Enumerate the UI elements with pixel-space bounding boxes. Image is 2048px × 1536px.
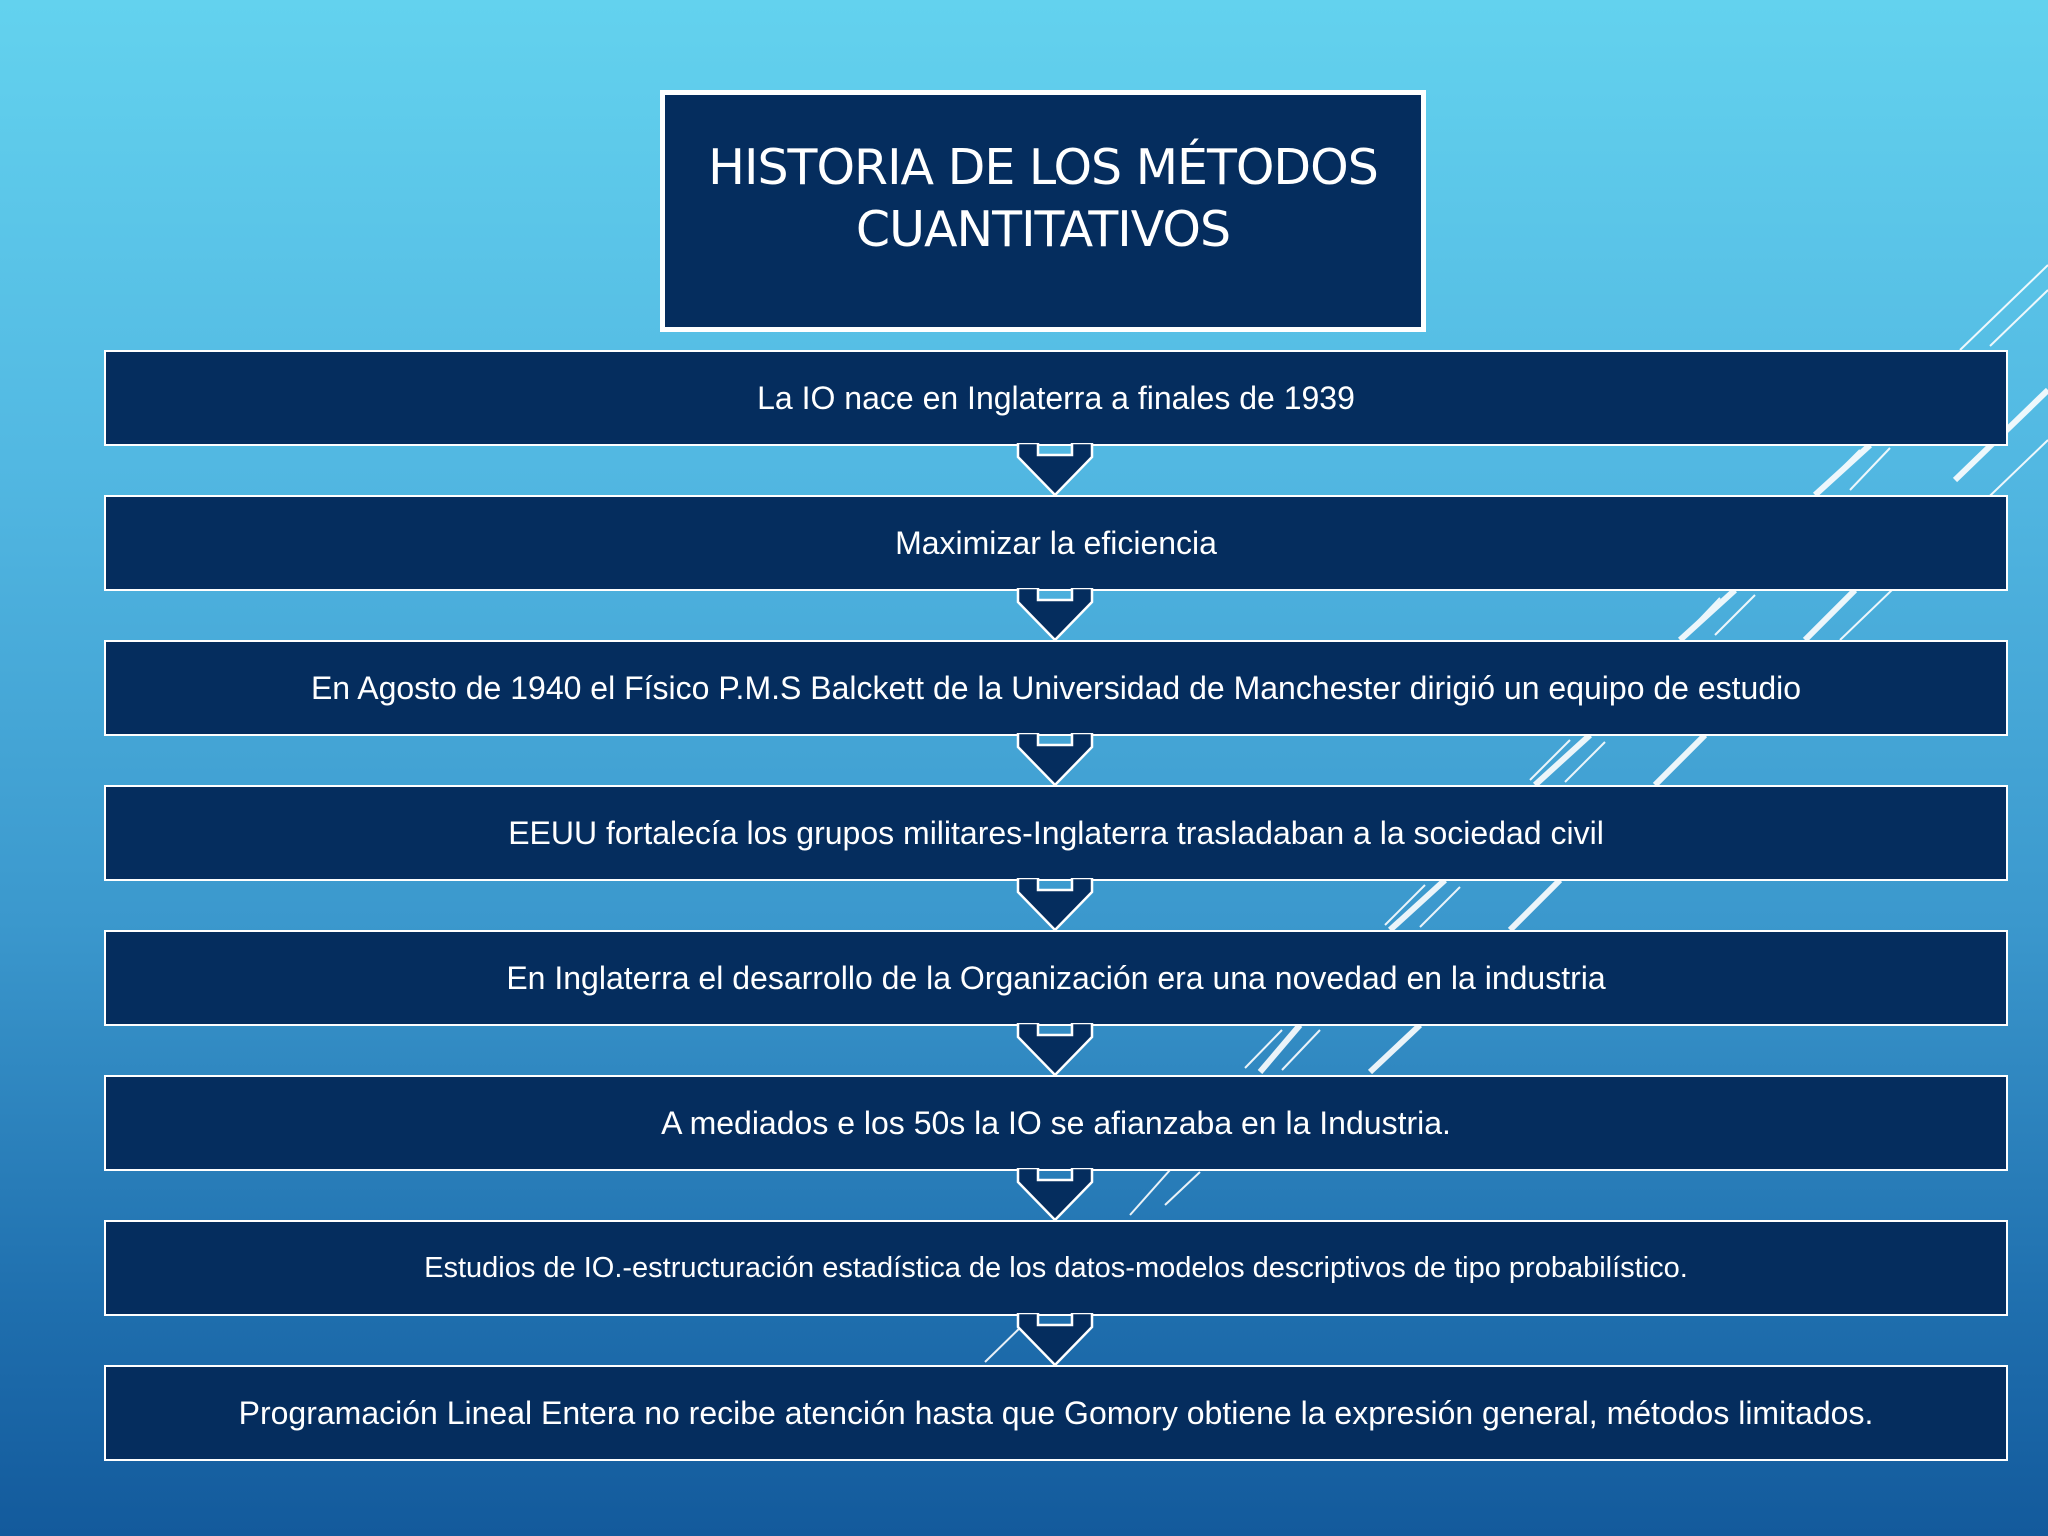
flow-step-3: En Agosto de 1940 el Físico P.M.S Balckett de la Universidad de Manchester dirigió un equipo de estudio [104,640,2008,736]
title-line-1: HISTORIA DE LOS MÉTODOS [708,139,1378,196]
down-arrow-icon [1016,733,1094,787]
down-arrow-icon [1016,588,1094,642]
title-box [660,90,1426,332]
down-arrow-icon [1016,878,1094,932]
flow-step-8: Programación Lineal Entera no recibe atención hasta que Gomory obtiene la expresión general, métodos limitados. [104,1365,2008,1461]
page-title [708,137,1378,261]
flow-step-6: A mediados e los 50s la IO se afianzaba en la Industria. [104,1075,2008,1171]
title-line-2: CUANTITATIVOS [855,201,1231,258]
down-arrow-icon [1016,443,1094,497]
down-arrow-icon [1016,1023,1094,1077]
flow-step-1: La IO nace en Inglaterra a finales de 1939 [104,350,2008,446]
flow-step-2: Maximizar la eficiencia [104,495,2008,591]
flow-step-5: En Inglaterra el desarrollo de la Organización era una novedad en la industria [104,930,2008,1026]
flow-step-4: EEUU fortalecía los grupos militares-Inglaterra trasladaban a la sociedad civil [104,785,2008,881]
down-arrow-icon [1016,1168,1094,1222]
down-arrow-icon [1016,1313,1094,1367]
flow-step-7: Estudios de IO.-estructuración estadística de los datos-modelos descriptivos de tipo probabilístico. [104,1220,2008,1316]
